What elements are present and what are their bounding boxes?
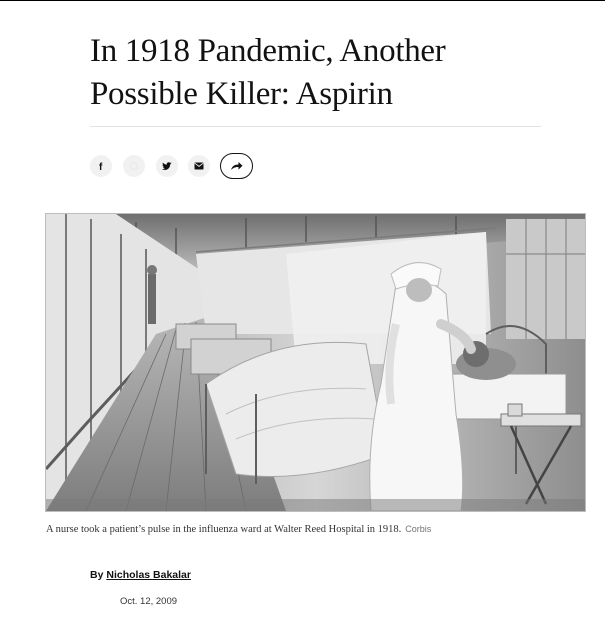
facebook-icon xyxy=(96,161,106,171)
article-photo xyxy=(46,214,585,511)
share-twitter-button[interactable] xyxy=(156,155,178,177)
twitter-icon xyxy=(162,162,172,171)
photo-credit: Corbis xyxy=(405,524,432,534)
share-facebook-button[interactable] xyxy=(90,155,112,177)
top-border xyxy=(0,0,605,1)
whatsapp-icon xyxy=(129,161,139,171)
article-headline: In 1918 Pandemic, Another Possible Killer: Aspirin xyxy=(90,33,446,112)
share-arrow-icon xyxy=(230,161,243,171)
share-email-button[interactable] xyxy=(188,155,210,177)
email-icon xyxy=(194,162,204,170)
caption-text: A nurse took a patient’s pulse in the influenza ward at Walter Reed Hospital in 1918. xyxy=(46,524,402,535)
author-link[interactable]: Nicholas Bakalar xyxy=(106,569,191,581)
svg-text:f: f xyxy=(99,162,103,171)
share-more-button[interactable] xyxy=(220,153,253,179)
byline xyxy=(90,569,191,581)
hospital-ward-photo xyxy=(46,214,585,511)
byline-prefix: By xyxy=(90,569,104,581)
headline-divider xyxy=(90,126,541,127)
share-whatsapp-button[interactable] xyxy=(123,155,145,177)
publish-date: Oct. 12, 2009 xyxy=(120,596,178,607)
photo-caption xyxy=(46,522,586,537)
